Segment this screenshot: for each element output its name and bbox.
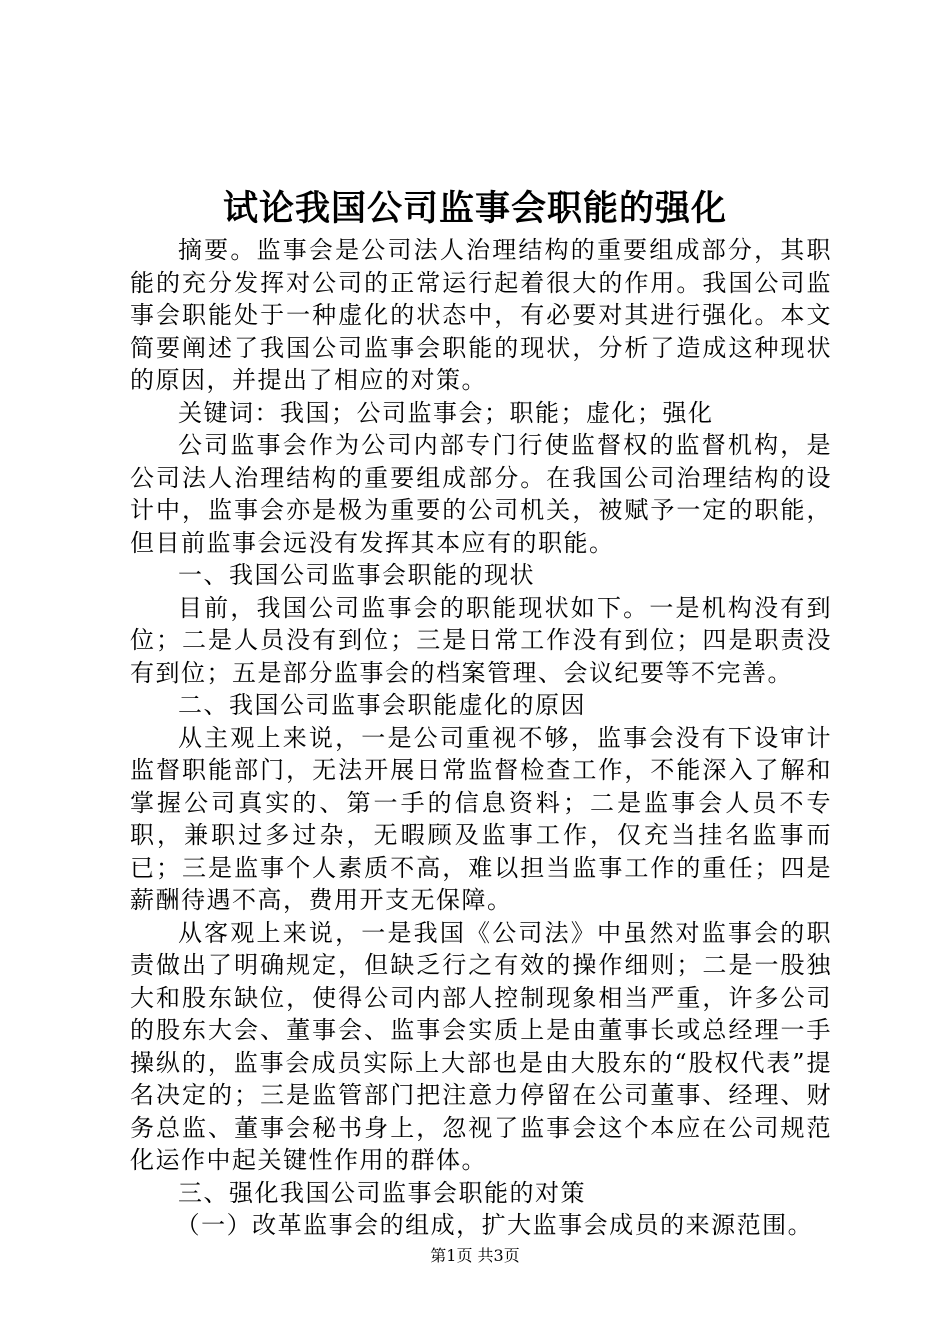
section-heading-3: 三、强化我国公司监事会职能的对策	[178, 1178, 586, 1207]
document-title: 试论我国公司监事会职能的强化	[222, 188, 727, 229]
subsection-heading-1: （一）改革监事会的组成，扩大监事会成员的来源范围。	[175, 1211, 814, 1239]
document-body	[130, 234, 832, 1242]
intro-paragraph: 公司监事会作为公司内部专门行使监督权的监督机构，是公司法人治理结构的重要组成部分。在我国公司治理结构的设计中，监事会亦是极为重要的公司机关，被赋予一定的职能，但目前监事会远没有发挥其本应有的职能。	[130, 431, 832, 557]
abstract-paragraph: 摘要。监事会是公司法人治理结构的重要组成部分，其职能的充分发挥对公司的正常运行起着很大的作用。我国公司监事会职能处于一种虚化的状态中，有必要对其进行强化。本文简要阐述了我国公司监事会职能的现状，分析了造成这种现状的原因，并提出了相应的对策。	[130, 236, 832, 394]
section-2-paragraph-objective: 从客观上来说，一是我国《公司法》中虽然对监事会的职责做出了明确规定，但缺乏行之有效的操作细则；二是一股独大和股东缺位，使得公司内部人控制现象相当严重，许多公司的股东大会、董事会、监事会实质上是由董事长或总经理一手操纵的，监事会成员实际上大部也是由大股东的“股权代表”提名决定的；三是监管部门把注意力停留在公司董事、经理、财务总监、董事会秘书身上，忽视了监事会这个本应在公司规范化运作中起关键性作用的群体。	[130, 918, 832, 1174]
section-1-paragraph: 目前，我国公司监事会的职能现状如下。一是机构没有到位；二是人员没有到位；三是日常工作没有到位；四是职责没有到位；五是部分监事会的档案管理、会议纪要等不完善。	[130, 593, 832, 687]
page-footer: 第1页 共3页	[430, 1246, 520, 1265]
keywords-line: 关键词：我国；公司监事会；职能；虚化；强化	[178, 398, 714, 427]
section-heading-1: 一、我国公司监事会职能的现状	[178, 561, 535, 589]
section-heading-2: 二、我国公司监事会职能虚化的原因	[178, 691, 586, 719]
section-2-paragraph-subjective: 从主观上来说，一是公司重视不够，监事会没有下设审计监督职能部门，无法开展日常监督检查工作，不能深入了解和掌握公司真实的、第一手的信息资料；二是监事会人员不专职，兼职过多过杂，无暇顾及监事工作，仅充当挂名监事而已；三是监事个人素质不高，难以担当监事工作的重任；四是薪酬待遇不高，费用开支无保障。	[130, 723, 832, 914]
